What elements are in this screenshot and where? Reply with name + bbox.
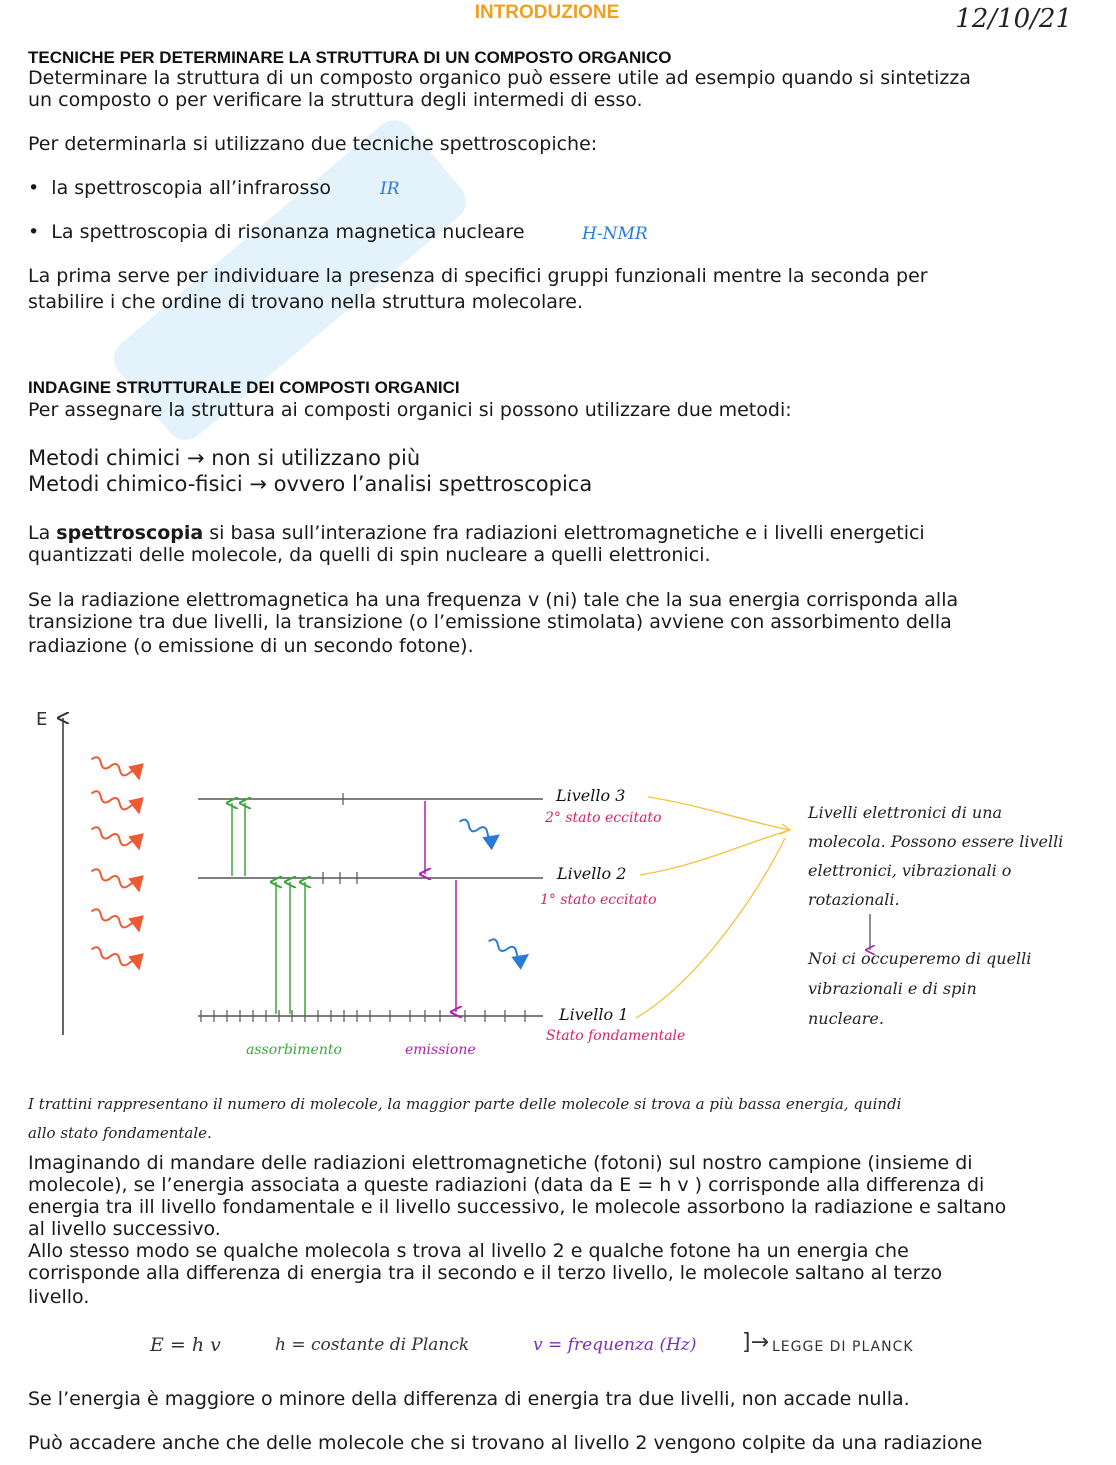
body-b1: Allo stesso modo se qualche molecola s trova al livello 2 e qualche fotone ha un energia che bbox=[28, 1240, 909, 1262]
incoming-radiation-waves bbox=[90, 756, 140, 971]
section1-p2: Per determinarla si utilizzano due tecniche spettroscopiche: bbox=[28, 133, 598, 155]
section1-heading: TECNICHE PER DETERMINARE LA STRUTTURA DI UN COMPOSTO ORGANICO bbox=[28, 48, 672, 67]
ir-note: IR bbox=[380, 179, 400, 199]
nmr-note: H-NMR bbox=[582, 224, 648, 244]
absorption-label: assorbimento bbox=[246, 1042, 342, 1058]
radiation-line1: Se la radiazione elettromagnetica ha una frequenza v (ni) tale che la sua energia corrisponda alla bbox=[28, 589, 959, 611]
body-b2: corrisponde alla differenza di energia tra il secondo e il terzo livello, le molecole saltano al terzo bbox=[28, 1262, 943, 1284]
bullet-nmr bbox=[28, 221, 525, 243]
side-note-7: nucleare. bbox=[808, 1009, 884, 1028]
method-physchem: Metodi chimico-fisici → ovvero l’analisi spettroscopica bbox=[28, 472, 593, 496]
level1-sublabel: Stato fondamentale bbox=[546, 1028, 686, 1044]
emitted-photon-waves bbox=[458, 818, 527, 960]
spectroscopy-post: si basa sull’interazione fra radiazioni elettromagnetiche e i livelli energetici bbox=[203, 522, 925, 544]
bullet-ir-text: la spettroscopia all’infrarosso bbox=[51, 177, 331, 199]
bracket-arrow: ]→ bbox=[742, 1330, 770, 1355]
footer-line2: Può accadere anche che delle molecole che si trovano al livello 2 vengono colpite da una radiazione bbox=[28, 1432, 983, 1454]
level3-label: Livello 3 bbox=[556, 786, 626, 805]
level3-sublabel: 2° stato eccitato bbox=[545, 810, 662, 826]
planck-equation: E = h v bbox=[150, 1334, 221, 1356]
energy-level-diagram bbox=[0, 700, 1116, 1070]
side-note-3: elettronici, vibrazionali o bbox=[808, 861, 1012, 880]
section2-p1: Per assegnare la struttura ai composti organici si possono utilizzare due metodi: bbox=[28, 399, 792, 421]
emission-label: emissione bbox=[405, 1042, 476, 1058]
side-note-4: rotazionali. bbox=[808, 890, 900, 909]
footer-line1: Se l’energia è maggiore o minore della differenza di energia tra due livelli, non accade nulla. bbox=[28, 1388, 910, 1410]
absorption-arrows bbox=[232, 803, 305, 1014]
section1-p1-line2: un composto o per verificare la struttura degli intermedi di esso. bbox=[28, 89, 643, 111]
body-a2: molecole), se l’energia associata a queste radiazioni (data da E = h v ) corrisponde alla differenza di bbox=[28, 1174, 985, 1196]
emission-arrows bbox=[425, 801, 456, 1012]
section1-p3-line2: stabilire i che ordine di trovano nella struttura molecolare. bbox=[28, 291, 584, 313]
planck-h-definition: h = costante di Planck bbox=[275, 1335, 470, 1355]
section1-p1-line1: Determinare la struttura di un composto organico può essere utile ad esempio quando si sintetizza bbox=[28, 67, 971, 89]
side-note-2: molecola. Possono essere livelli bbox=[808, 832, 1064, 851]
bullet-dot: • bbox=[28, 177, 52, 199]
molecule-ticks bbox=[201, 793, 525, 1022]
level1-label: Livello 1 bbox=[559, 1005, 629, 1024]
spectroscopy-pre: La bbox=[28, 522, 57, 544]
body-a3: energia tra ill livello fondamentale e il livello successivo, le molecole assorbono la radiazione e saltano bbox=[28, 1196, 1007, 1218]
handnote-line1: I trattini rappresentano il numero di molecole, la maggior parte delle molecole si trova a più bassa energia, quindi bbox=[28, 1095, 902, 1113]
side-note-5: Noi ci occuperemo di quelli bbox=[808, 949, 1032, 968]
level2-sublabel: 1° stato eccitato bbox=[540, 892, 657, 908]
connector-lines bbox=[636, 797, 790, 1018]
frequency-definition: v = frequenza (Hz) bbox=[533, 1335, 697, 1355]
body-a1: Imaginando di mandare delle radiazioni elettromagnetiche (fotoni) sul nostro campione (insieme di bbox=[28, 1152, 973, 1174]
spectroscopy-term: spettroscopia bbox=[56, 522, 204, 544]
body-b3: livello. bbox=[28, 1286, 90, 1308]
method-chemical: Metodi chimici → non si utilizzano più bbox=[28, 446, 421, 470]
bullet-nmr-text: La spettroscopia di risonanza magnetica nucleare bbox=[51, 221, 525, 243]
section2-heading: INDAGINE STRUTTURALE DEI COMPOSTI ORGANICI bbox=[28, 378, 460, 397]
side-note-1: Livelli elettronici di una bbox=[808, 803, 1003, 822]
bullet-ir bbox=[28, 177, 331, 199]
date: 12/10/21 bbox=[955, 4, 1072, 34]
level2-label: Livello 2 bbox=[557, 864, 627, 883]
section1-p3-line1: La prima serve per individuare la presenza di specifici gruppi funzionali mentre la seconda per bbox=[28, 265, 928, 287]
radiation-line2: transizione tra due livelli, la transizione (o l’emissione stimolata) avviene con assorbimento della bbox=[28, 611, 952, 633]
spectroscopy-line1 bbox=[28, 522, 925, 544]
axis-label-e: E bbox=[36, 709, 48, 730]
handnote-line2: allo stato fondamentale. bbox=[28, 1124, 212, 1142]
spectroscopy-line2: quantizzati delle molecole, da quelli di spin nucleare a quelli elettronici. bbox=[28, 544, 711, 566]
bullet-dot: • bbox=[28, 221, 52, 243]
side-note-6: vibrazionali e di spin bbox=[808, 979, 977, 998]
radiation-line3: radiazione (o emissione di un secondo fotone). bbox=[28, 635, 474, 657]
planck-law-label: LEGGE DI PLANCK bbox=[772, 1339, 914, 1355]
page-title: INTRODUZIONE bbox=[474, 2, 620, 23]
body-a4: al livello successivo. bbox=[28, 1218, 221, 1240]
